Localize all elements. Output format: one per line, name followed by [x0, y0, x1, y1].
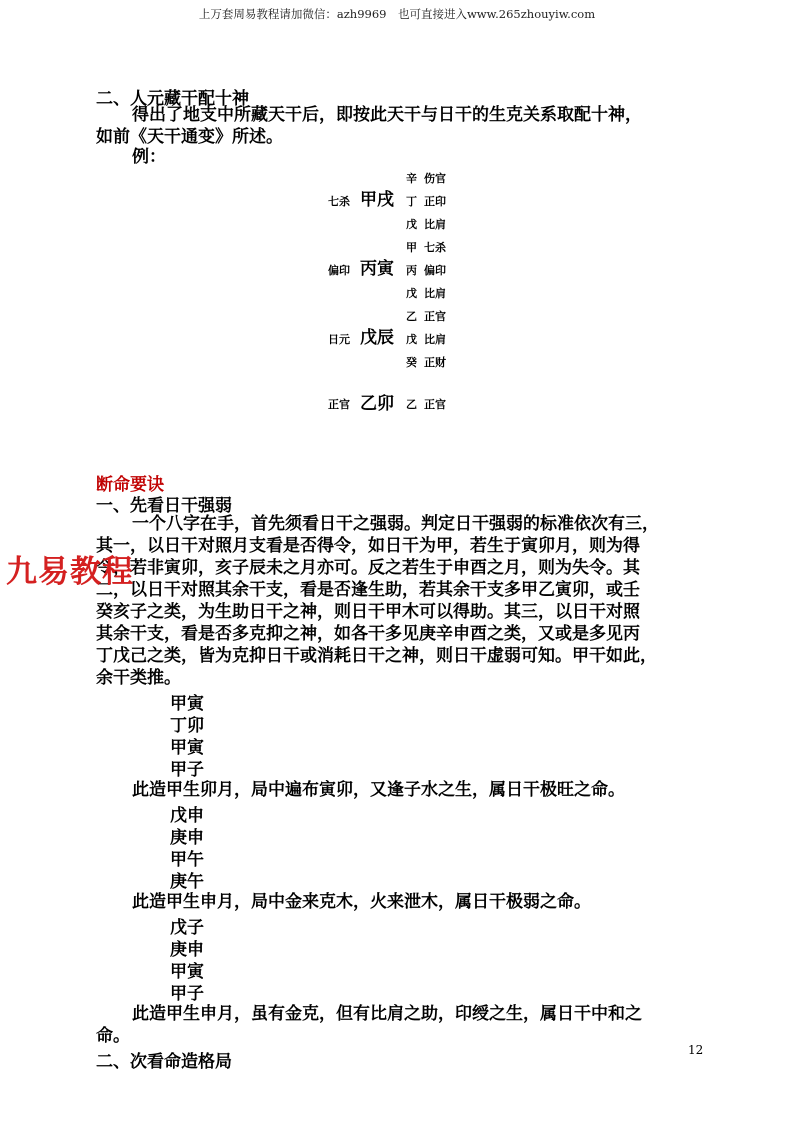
section-title-pattern: 二、次看命造格局 [96, 1052, 232, 1072]
paragraph-line: 癸亥子之类，为生助日干之神，则日干甲木可以得助。其三，以日干对照 [96, 602, 640, 622]
hidden-god: 正官 [424, 310, 446, 323]
hidden-stem: 戊 [406, 218, 417, 231]
hidden-stem: 乙 [406, 310, 417, 323]
hidden-stem: 乙 [406, 398, 417, 411]
pillar: 乙卯 [360, 394, 394, 414]
pillar: 甲子 [170, 760, 204, 780]
paragraph-line: 二，以日干对照其余干支，看是否逢生助，若其余干支多甲乙寅卯，或壬 [96, 580, 640, 600]
pillar: 庚午 [170, 872, 204, 892]
example-comment-tail: 命。 [96, 1026, 130, 1046]
hidden-god: 偏印 [424, 264, 446, 277]
stem-god: 日元 [328, 333, 350, 346]
pillar: 戊申 [170, 806, 204, 826]
hidden-god: 比肩 [424, 218, 446, 231]
hidden-stem: 戊 [406, 333, 417, 346]
section-title-strength: 一、先看日干强弱 [96, 496, 232, 516]
paragraph-line: 其一，以日干对照月支看是否得令，如日干为甲，若生于寅卯月，则为得 [96, 536, 640, 556]
hidden-stem: 辛 [406, 172, 417, 185]
paragraph-line: 其余干支，看是否多克抑之神，如各干多见庚辛申酉之类，又或是多见丙 [96, 624, 640, 644]
pillar: 戊子 [170, 918, 204, 938]
page-header: 上万套周易教程请加微信：azh9969 也可直接进入www.265zhouyiw.com [198, 7, 596, 21]
pillar: 丙寅 [360, 259, 394, 279]
pillar: 甲戌 [360, 190, 394, 210]
hidden-god: 正财 [424, 356, 446, 369]
example-label: 例： [132, 147, 166, 167]
hidden-stem: 癸 [406, 356, 417, 369]
pillar: 甲午 [170, 850, 204, 870]
pillar: 戊辰 [360, 328, 394, 348]
pillar: 丁卯 [170, 716, 204, 736]
hidden-god: 正印 [424, 195, 446, 208]
pillar: 庚申 [170, 828, 204, 848]
hidden-god: 七杀 [424, 241, 446, 254]
paragraph-line: 一个八字在手，首先须看日干之强弱。判定日干强弱的标准依次有三， [132, 514, 659, 534]
paragraph-line: 令，若非寅卯，亥子辰未之月亦可。反之若生于申酉之月，则为失令。其 [96, 558, 640, 578]
hidden-stem: 丙 [406, 264, 417, 277]
page-number: 12 [688, 1043, 704, 1057]
stem-god: 偏印 [328, 264, 350, 277]
pillar: 甲寅 [170, 738, 204, 758]
example-comment: 此造甲生申月，局中金来克木，火来泄木，属日干极弱之命。 [132, 892, 591, 912]
paragraph-line: 得出了地支中所藏天干后，即按此天干与日干的生克关系取配十神， [132, 105, 642, 125]
stem-god: 七杀 [328, 195, 350, 208]
pillar: 庚申 [170, 940, 204, 960]
stem-god: 正官 [328, 398, 350, 411]
example-comment: 此造甲生申月，虽有金克，但有比肩之助，印绶之生，属日干中和之 [132, 1004, 642, 1024]
pillar: 甲子 [170, 984, 204, 1004]
paragraph-line: 余干类推。 [96, 668, 181, 688]
pillar: 甲寅 [170, 962, 204, 982]
pillar: 甲寅 [170, 694, 204, 714]
hidden-stem: 戊 [406, 287, 417, 300]
example-comment: 此造甲生卯月，局中遍布寅卯，又逢子水之生，属日干极旺之命。 [132, 780, 625, 800]
section-title-red: 断命要诀 [96, 475, 164, 495]
hidden-god: 正官 [424, 398, 446, 411]
paragraph-line: 如前《天干通变》所述。 [96, 127, 283, 147]
hidden-god: 比肩 [424, 333, 446, 346]
hidden-god: 伤官 [424, 172, 446, 185]
hidden-stem: 甲 [406, 241, 417, 254]
hidden-god: 比肩 [424, 287, 446, 300]
section-title-ten-gods: 二、人元藏干配十神 [96, 89, 249, 109]
hidden-stem: 丁 [406, 195, 417, 208]
watermark-logo: 九易教程 [6, 554, 134, 590]
paragraph-line: 丁戊己之类，皆为克抑日干或消耗日干之神，则日干虚弱可知。甲干如此， [96, 646, 657, 666]
